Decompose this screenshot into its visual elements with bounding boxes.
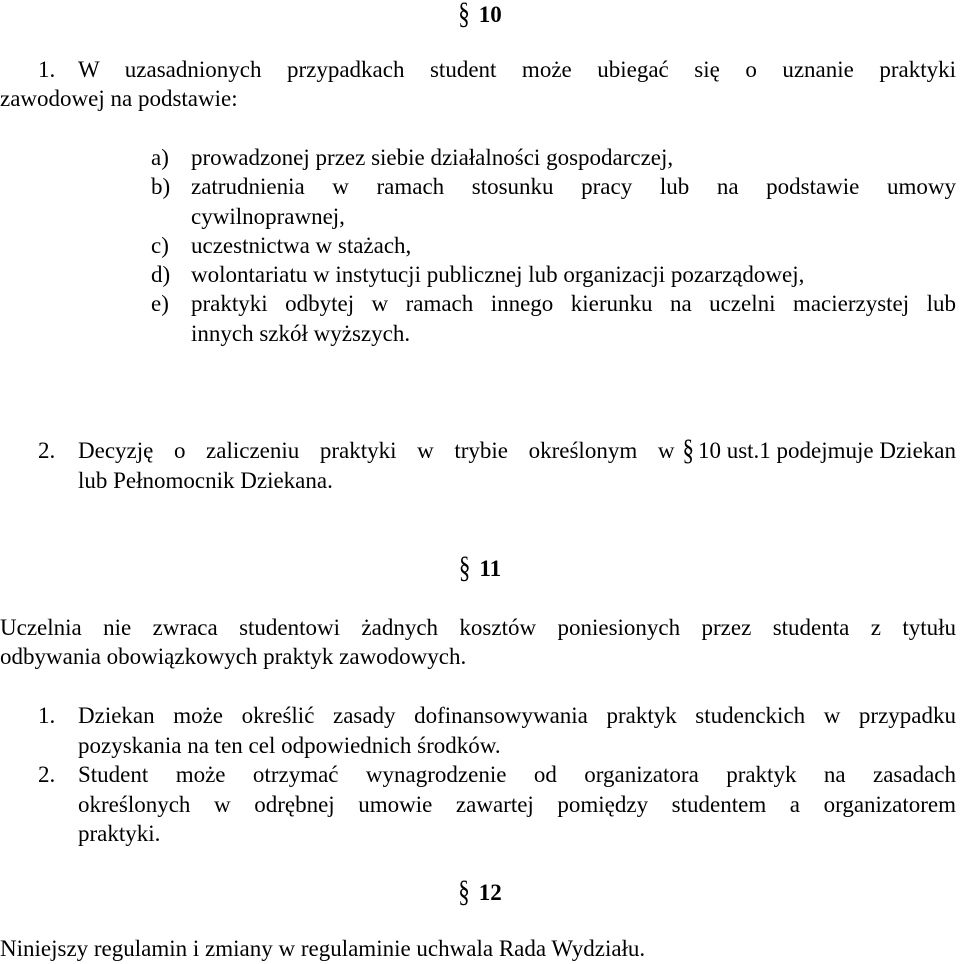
list-text: zatrudnienia w ramach stosunku pracy lub na podstawie umowy: [191, 174, 956, 199]
section-number: 11: [479, 556, 502, 581]
section-symbol: §: [458, 874, 470, 909]
section-number: 10: [478, 2, 502, 27]
paragraph-text: 10 ust.1 podejmuje Dziekan: [697, 438, 956, 463]
point-number: 2.: [38, 438, 56, 463]
paragraph-line: określonych w odrębnej umowie zawartej pomiędzy studentem a organizatorem: [78, 791, 956, 817]
section-10-heading: [0, 0, 960, 30]
paragraph-line: lub Pełnomocnik Dziekana.: [78, 467, 333, 493]
point-number: 1.: [38, 57, 56, 82]
point-number: 2.: [38, 762, 56, 787]
list-text: praktyki odbytej w ramach innego kierunku na uczelni macierzystej lub: [191, 291, 956, 316]
paragraph-line: Dziekan może określić zasady dofinansowywania praktyk studenckich w przypadku: [78, 703, 956, 728]
paragraph-line: Uczelnia nie zwraca studentowi żadnych kosztów poniesionych przez studenta z tytułu: [0, 615, 956, 640]
section-symbol: §: [458, 0, 470, 31]
paragraph-line: pozyskania na ten cel odpowiednich środków.: [78, 732, 501, 758]
list-text: wolontariatu w instytucji publicznej lub organizacji pozarządowej,: [191, 262, 805, 287]
list-text: prowadzonej przez siebie działalności gospodarczej,: [191, 145, 674, 170]
paragraph-line: W uzasadnionych przypadkach student może ubiegać się o uznanie praktyki: [78, 57, 956, 82]
list-label: d): [151, 262, 171, 287]
list-text: innych szkół wyższych.: [191, 320, 411, 346]
paragraph-line: zawodowej na podstawie:: [0, 86, 238, 111]
point-number: 1.: [38, 703, 56, 728]
section-symbol: §: [682, 433, 694, 466]
paragraph-line: praktyki.: [78, 821, 161, 846]
list-label: e): [151, 291, 169, 316]
section-12-heading: [0, 874, 960, 909]
paragraph-text: Decyzję o zaliczeniu praktyki w trybie określonym w: [78, 438, 675, 463]
list-label: b): [151, 174, 171, 199]
section-symbol: §: [458, 550, 471, 585]
paragraph-line: odbywania obowiązkowych praktyk zawodowych.: [0, 644, 467, 669]
paragraph-line: Student może otrzymać wynagrodzenie od organizatora praktyk na zasadach: [78, 762, 956, 787]
paragraph-line: [78, 433, 956, 466]
section-11-heading: [0, 550, 960, 585]
list-label: a): [151, 145, 169, 170]
list-text: cywilnoprawnej,: [191, 203, 345, 229]
list-text: uczestnictwa w stażach,: [191, 233, 412, 258]
list-label: c): [151, 233, 169, 258]
section-number: 12: [478, 880, 502, 905]
paragraph-line: Niniejszy regulamin i zmiany w regulaminie uchwala Rada Wydziału.: [0, 936, 646, 961]
